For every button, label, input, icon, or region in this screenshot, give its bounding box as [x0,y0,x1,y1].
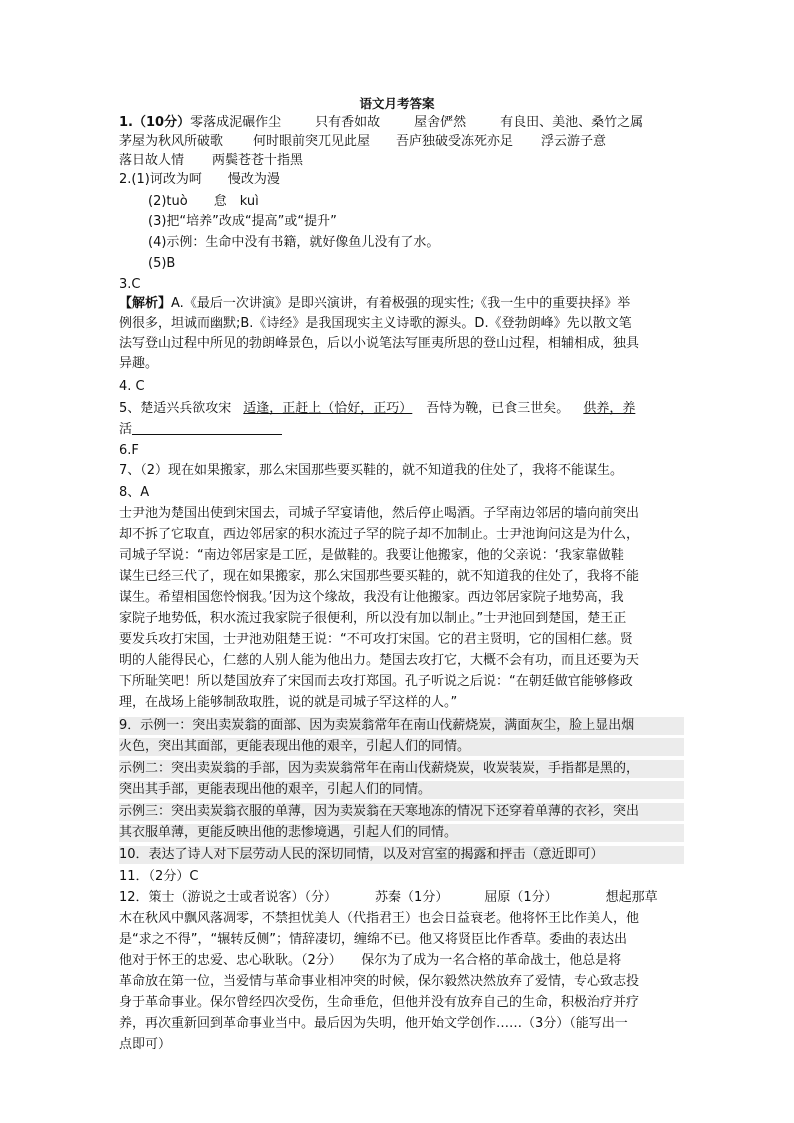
q12-line: 他对于怀王的忠爱、忠心耿耿。（2分） 保尔为了成为一名合格的革命战士，他总是将 [119,953,622,968]
q12-line-1: 12．策士（游说之士或者说客）（分） 苏秦（1分） 屈原（1分） 想起那草 [119,890,658,905]
analysis-label: 【解析】 [119,296,172,311]
q12-line: 身于革命事业。保尔曾经四次受伤，生命垂危，但他并没有放弃自己的生命，积极治疗并疗 [119,995,640,1010]
q3-analysis-line: 【解析】A.《最后一次讲演》是即兴演讲，有着极强的现实性;《我一生中的重要抉择》举 [119,296,631,311]
q2-line-2: (2)tuò 怠 kuì [148,194,259,209]
q12-line: 养，再次重新回到革命事业当中。最后因为失明，他开始文学创作……（3分）（能写出一 [119,1016,628,1031]
q8-translation-line: 却不拆了它取直，西边邻居家的积水流过子罕的院子却不加制止。士尹池询问这是为什么， [119,527,640,542]
q9-line: 突出其手部，更能表现出他的艰辛，引起人们的同情。 [119,781,684,799]
q12-line: 是“求之不得”，“辗转反侧”；情辞凄切，缠绵不已。他又将贤臣比作香草。委曲的表达出 [119,932,627,947]
q1-item: 只有香如故 [315,115,381,130]
q8-translation-line: 家院子地势低，积水流过我家院子很便利，所以没有加以制止。”士尹池回到楚国，楚王正 [119,611,627,626]
q8-translation-line: 司城子罕说：“南边邻居家是工匠，是做鞋的。我要让他搬家，他的父亲说：‘我家靠做鞋 [119,548,624,563]
q8-translation-line: 理，在战场上能够制敌取胜，说的就是司城子罕这样的人。” [119,695,458,710]
q5-line-1: 5、楚适兴兵欲攻宋 适逢，正赶上（恰好，正巧） 吾恃为鞔，已食三世矣。 供养，养 [119,401,636,416]
q4-answer: 4. C [119,379,145,394]
q3-analysis-line: 法写登山过程中所见的勃朗峰景色，后以小说笔法写匪夷所思的登山过程，相辅相成，独具 [119,336,640,351]
q8-translation-line: 谋生已经三代了，现在如果搬家，那么宋国那些要买鞋的，就不知道我的住处了，我将不能 [119,569,640,584]
q1-item: 两鬓苍苍十指黑 [212,153,304,168]
q3-analysis-line: 异趣。 [119,356,159,371]
q5-gloss-1: 适逢，正赶上（恰好，正巧） [243,401,413,416]
q5-line-2 [119,420,684,439]
q7-answer: 7、（2）现在如果搬家，那么宋国那些要买鞋的，就不知道我的住处了，我将不能谋生。 [119,463,624,478]
q8-translation-line: 明的人能得民心，仁慈的人别人能为他出力。楚国去攻打它，大概不会有功，而且还要为天 [119,653,640,668]
q11-answer: 11．（2分）C [119,869,199,884]
answer-underline [132,420,282,435]
q3-analysis-line: 例很多，坦诚而幽默;B.《诗经》是我国现实主义诗歌的源头。D.《登勃朗峰》先以散文笔 [119,316,632,331]
q1-item: 吾庐独破受冻死亦足 [396,134,514,149]
q12-line: 点即可） [119,1037,172,1052]
q1-item: 屋舍俨然 [414,115,467,130]
q5-gloss-2: 供养，养 [583,401,636,416]
q1-line-1 [119,114,684,132]
q8-translation-line: 谋生。希望相国您怜悯我。’因为这个缘故，我没有让他搬家。西边邻居家院子地势高，我 [119,590,624,605]
q1-item: 何时眼前突兀见此屋 [253,134,371,149]
q9-line: 火色，突出其面部，更能表现出他的艰辛，引起人们的同情。 [119,738,684,756]
q5-gloss-2-cont: 活 [119,422,133,437]
q1-line-3 [119,152,684,170]
q8-translation-line: 士尹池为楚国出使到宋国去，司城子罕宴请他，然后停止喝酒。子罕南边邻居的墙向前突出 [119,506,640,521]
q8-answer: 8、A [119,485,150,500]
q1-item: 落日故人情 [119,153,185,168]
q9-line: 示例三：突出卖炭翁衣服的单薄，因为卖炭翁在天寒地冻的情况下还穿着单薄的衣衫，突出 [119,803,684,821]
q9-line: 示例二：突出卖炭翁的手部，因为卖炭翁常年在南山伐薪烧炭，收炭装炭，手指都是黑的， [119,760,684,778]
page-title: 语文月考答案 [359,96,435,111]
q1-number: 1.（10分） [119,115,191,130]
q1-item: 浮云游子意 [541,134,607,149]
q1-item: 茅屋为秋风所破歌 [119,134,224,149]
q9-line: 9．示例一：突出卖炭翁的面部、因为卖炭翁常年在南山伐薪烧炭，满面灰尘，脸上显出烟 [119,717,684,735]
q2-line-1: 2.(1)诃改为呵 慢改为漫 [119,172,280,187]
q3-answer: 3.C [119,277,141,292]
q2-line-5: (5)B [148,256,176,271]
q2-line-3: (3)把“培养”改成“提高”或“提升” [148,214,337,229]
q10-answer: 10．表达了诗人对下层劳动人民的深切同情，以及对宫室的揭露和抨击（意近即可） [119,846,684,864]
q2-line-4: (4)示例：生命中没有书籍，就好像鱼儿没有了水。 [148,235,440,250]
q9-line: 其衣服单薄，更能反映出他的悲惨境遇，引起人们的同情。 [119,824,684,842]
q8-translation-line: 下所耻笑吧！所以楚国放弃了宋国而去攻打郑国。孔子听说之后说：“在朝廷做官能够修政 [119,674,633,689]
q12-line: 革命放在第一位，当爱情与革命事业相冲突的时候，保尔毅然决然放弃了爱情，专心致志投 [119,974,640,989]
q1-item: 有良田、美池、桑竹之属 [500,115,644,130]
q8-translation-line: 要发兵攻打宋国，士尹池劝阻楚王说：“不可攻打宋国。它的君主贤明，它的国相仁慈。贤 [119,632,633,647]
q1-line-2 [119,133,684,151]
q12-line: 木在秋风中飘风落凋零，不禁担忧美人（代指君王）也会日益衰老。他将怀王比作美人，他 [119,911,640,926]
q1-item: 零落成泥碾作尘 [190,115,282,130]
q6-answer: 6.F [119,443,139,458]
